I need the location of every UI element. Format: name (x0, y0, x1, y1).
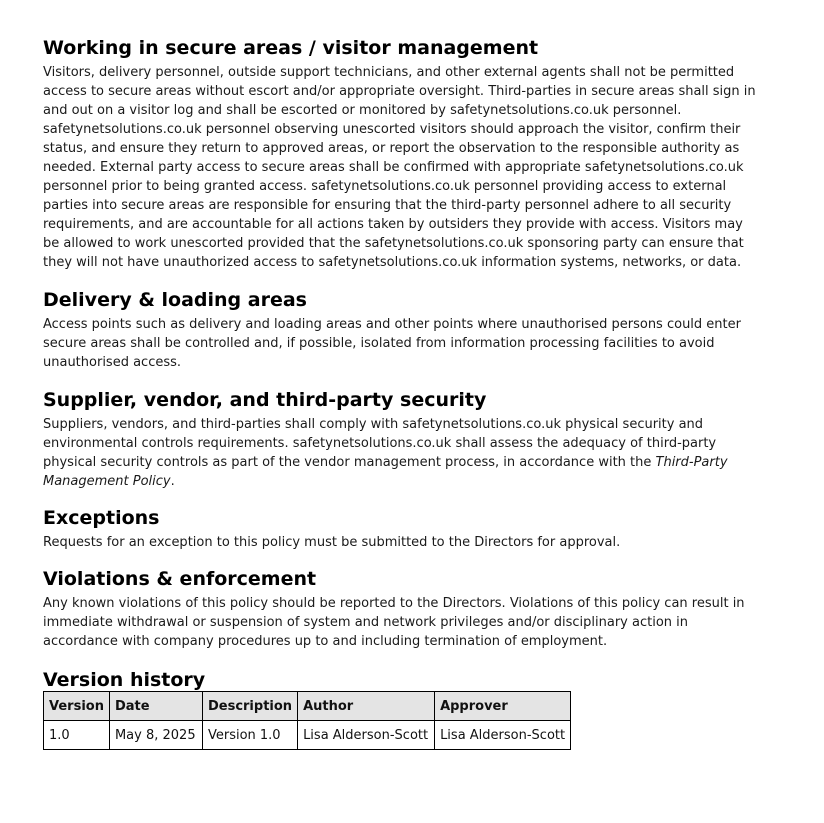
table-header-row (44, 692, 571, 721)
section-supplier-security (43, 388, 763, 491)
cell-version: 1.0 (44, 721, 110, 750)
body-text-end: . (170, 474, 175, 489)
section-secure-areas (43, 36, 763, 272)
section-body: Any known violations of this policy should be reported to the Directors. Violations of this policy can result in immediate withdrawal or suspension of system and network privileges and/or disciplinary action in accordance with company procedures up to and including termination of employment. (43, 596, 745, 649)
version-history (43, 669, 763, 750)
table-row (44, 721, 571, 750)
policy-reference: Third-Party Management Policy (43, 455, 728, 489)
section-heading: Violations & enforcement (43, 568, 317, 590)
cell-date: May 8, 2025 (109, 721, 202, 750)
section-body: Requests for an exception to this policy must be submitted to the Directors for approval. (43, 535, 621, 550)
column-header-date: Date (109, 692, 202, 721)
column-header-author: Author (298, 692, 435, 721)
section-heading: Working in secure areas / visitor management (43, 37, 539, 59)
version-history-title: Version history (43, 669, 206, 691)
section-heading: Delivery & loading areas (43, 289, 307, 311)
column-header-approver: Approver (435, 692, 571, 721)
section-body: Access points such as delivery and loading areas and other points where unauthorised persons could enter secure areas shall be controlled and, if possible, isolated from information processing facilities to avoid unauthorised access. (43, 317, 741, 370)
section-body (43, 415, 763, 491)
body-text: Suppliers, vendors, and third-parties shall comply with safetynetsolutions.co.uk physical security and environmental controls requirements. safetynetsolutions.co.uk shall assess the adequacy of third-party physical security controls as part of the vendor management process, in accordance with the (43, 417, 717, 470)
cell-description: Version 1.0 (202, 721, 297, 750)
section-heading: Supplier, vendor, and third-party security (43, 389, 487, 411)
column-header-description: Description (202, 692, 297, 721)
cell-approver: Lisa Alderson-Scott (435, 721, 571, 750)
version-history-table (43, 691, 571, 750)
section-heading: Exceptions (43, 507, 160, 529)
column-header-version: Version (44, 692, 110, 721)
section-exceptions (43, 506, 763, 552)
section-violations (43, 567, 763, 651)
section-body: Visitors, delivery personnel, outside support technicians, and other external agents shall not be permitted access to secure areas without escort and/or appropriate oversight. Third-parties in secure areas shall sign in and out on a visitor log and shall be escorted or monitored by safetynetsolutions.co.uk personnel. safetynetsolutions.co.uk personnel observing unescorted visitors should approach the visitor, confirm their status, and ensure they return to approved areas, or report the observation to the responsible authority as needed. External party access to secure areas shall be confirmed with appropriate safetynetsolutions.co.uk personnel prior to being granted access. safetynetsolutions.co.uk personnel providing access to external parties into secure areas are responsible for ensuring that the third-party personnel adhere to all security requirements, and are accountable for all actions taken by outsiders they provide with access. Visitors may be allowed to work unescorted provided that the safetynetsolutions.co.uk sponsoring party can ensure that they will not have unauthorized access to safetynetsolutions.co.uk information systems, networks, or data. (43, 65, 756, 270)
cell-author: Lisa Alderson-Scott (298, 721, 435, 750)
section-delivery-loading (43, 288, 763, 372)
